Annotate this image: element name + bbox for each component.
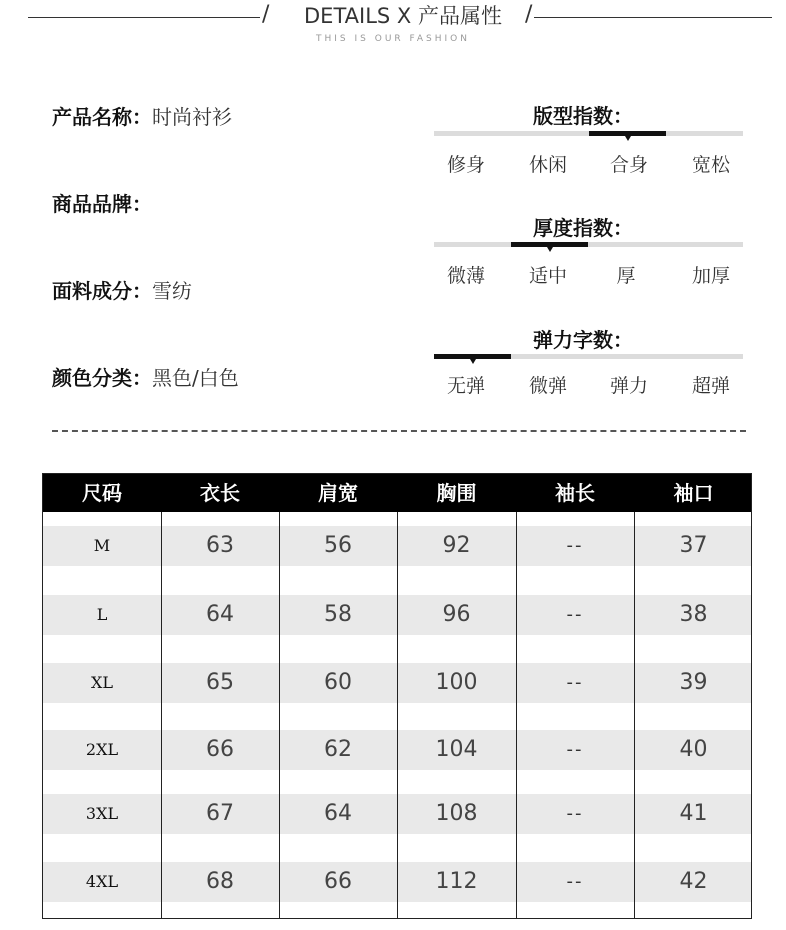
scale-fit-track — [434, 131, 743, 136]
table-cell: 66 — [324, 869, 352, 894]
attribute-label: 产品名称： — [52, 105, 152, 129]
scale-elasticity-option: 微弹 — [528, 375, 567, 397]
scale-thickness-option: 适中 — [528, 265, 567, 287]
header-line-right — [534, 17, 772, 18]
scale-elasticity-indicator — [434, 354, 511, 359]
scale-thickness-track — [434, 242, 743, 247]
page-title: DETAILS X 产品属性 — [304, 4, 502, 28]
attribute-label: 面料成分： — [52, 279, 152, 303]
column-divider — [634, 512, 635, 919]
attribute-fabric — [52, 275, 192, 304]
section-divider — [52, 430, 746, 432]
scale-fit-title: 版型指数： — [533, 104, 633, 128]
header-sleeve-length: 袖长 — [555, 481, 595, 505]
table-cell: 42 — [679, 869, 708, 894]
table-cell: 96 — [442, 602, 471, 627]
scale-elasticity-option: 弹力 — [609, 375, 648, 397]
size-cell: XL — [90, 673, 113, 692]
header-size: 尺码 — [82, 481, 122, 505]
size-table — [42, 473, 752, 919]
attribute-value: 雪纺 — [152, 279, 192, 303]
table-cell: 100 — [435, 670, 478, 695]
header-slash-right: / — [525, 2, 533, 27]
table-cell: 58 — [324, 602, 352, 627]
table-cell: 37 — [679, 533, 708, 558]
attribute-value: 黑色/白色 — [152, 366, 239, 390]
table-cell: -- — [566, 871, 584, 892]
table-cell: -- — [566, 604, 584, 625]
scale-fit-option: 修身 — [446, 154, 485, 176]
table-cell: -- — [566, 672, 584, 693]
header-line-left — [28, 17, 260, 18]
attribute-color — [52, 362, 239, 391]
table-cell: 60 — [324, 670, 352, 695]
table-header — [43, 474, 752, 512]
attribute-brand — [52, 188, 152, 217]
attribute-label: 商品品牌： — [52, 192, 152, 216]
table-cell: 67 — [206, 801, 234, 826]
table-cell: 65 — [206, 670, 234, 695]
scale-elasticity-option: 无弹 — [446, 375, 485, 397]
table-cell: -- — [566, 535, 584, 556]
scale-thickness-option: 加厚 — [691, 265, 730, 287]
table-cell: -- — [566, 803, 584, 824]
scale-elasticity-option: 超弹 — [691, 375, 730, 397]
scale-fit-option: 休闲 — [528, 154, 567, 176]
table-cell: 62 — [324, 737, 352, 762]
header-shoulder: 肩宽 — [318, 481, 358, 505]
scale-elasticity-track — [434, 354, 743, 359]
table-cell: 39 — [679, 670, 708, 695]
table-cell: 112 — [435, 869, 478, 894]
scale-thickness-indicator — [511, 242, 588, 247]
scale-fit-option: 宽松 — [691, 154, 730, 176]
scale-fit-indicator — [589, 131, 666, 136]
table-cell: 92 — [442, 533, 471, 558]
scale-fit-option: 合身 — [609, 154, 648, 176]
header-length: 衣长 — [200, 481, 240, 505]
scale-thickness-title: 厚度指数： — [533, 216, 633, 240]
table-cell: 108 — [435, 801, 478, 826]
table-cell: 41 — [679, 801, 708, 826]
scale-elasticity-title: 弹力字数： — [533, 328, 633, 352]
size-cell: 3XL — [85, 804, 119, 823]
table-cell: 38 — [679, 602, 708, 627]
attribute-label: 颜色分类： — [52, 366, 152, 390]
table-cell: 56 — [324, 533, 352, 558]
table-cell: 68 — [206, 869, 234, 894]
column-divider — [279, 512, 280, 919]
table-cell: 40 — [679, 737, 708, 762]
table-cell: 64 — [206, 602, 234, 627]
column-divider — [161, 512, 162, 919]
size-cell: 4XL — [85, 872, 119, 891]
attribute-value: 时尚衬衫 — [152, 105, 232, 129]
size-cell: M — [93, 536, 111, 555]
table-cell: 63 — [206, 533, 234, 558]
table-cell: 104 — [435, 737, 478, 762]
column-divider — [397, 512, 398, 919]
page-subtitle: THIS IS OUR FASHION — [316, 34, 470, 44]
attribute-product-name — [52, 101, 232, 130]
table-cell: 66 — [206, 737, 234, 762]
scale-thickness-option: 厚 — [616, 265, 636, 287]
header-chest: 胸围 — [436, 481, 477, 505]
scale-thickness-option: 微薄 — [446, 265, 485, 287]
size-cell: 2XL — [85, 740, 119, 759]
column-divider — [516, 512, 517, 919]
table-cell: 64 — [324, 801, 352, 826]
header-cuff: 袖口 — [673, 481, 714, 505]
header-slash-left: / — [262, 2, 270, 27]
table-cell: -- — [566, 739, 584, 760]
size-cell: L — [96, 605, 108, 624]
